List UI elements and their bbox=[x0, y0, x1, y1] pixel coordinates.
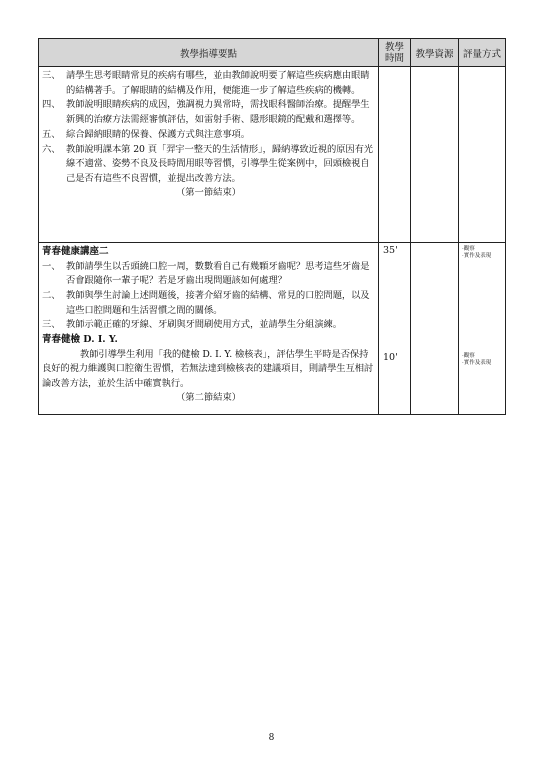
header-resources: 教學資源 bbox=[411, 39, 459, 67]
list-item: 五、 綜合歸納眼睛的保養、保護方式與注意事項。 bbox=[42, 128, 250, 140]
section1-time bbox=[379, 67, 411, 243]
section2-content bbox=[39, 243, 379, 415]
section1-end: （第一節結束） bbox=[175, 186, 242, 198]
page-number: 8 bbox=[268, 733, 275, 743]
header-guidance: 教學指導要點 bbox=[39, 39, 379, 67]
section1-resources bbox=[411, 67, 459, 243]
section3-title: 青春健檢 D. I. Y. bbox=[42, 334, 118, 346]
list-item: 二、 教師與學生討論上述問題後，接著介紹牙齒的結構、常見的口腔問題，以及這些口腔問題和生活習慣之間的關係。 bbox=[42, 289, 370, 316]
header-time: 教學 時間 bbox=[379, 39, 411, 67]
section3-assessment-list: ‧觀察 ‧實作及表現 bbox=[462, 353, 492, 366]
section2-title: 青春健康講座二 bbox=[42, 246, 109, 257]
section2-assessment-list: ‧觀察 ‧實作及表現 bbox=[462, 246, 492, 259]
list-item: 六、 教師說明課本第 20 頁「羿宇一整天的生活情形」，歸納導致近視的原因有光線不適當、姿勢不良及長時間用眼等習慣，引導學生從案例中，回頭檢視自己是否有這些不良習慣，並提出改善方法。 bbox=[42, 143, 373, 184]
list-item: 三、 請學生思考眼睛常見的疾病有哪些，並由教師說明要了解這些疾病應由眼睛的結構著手。了解眼睛的結構及作用，便能進一步了解這些疾病的機轉。 bbox=[42, 70, 370, 96]
list-item: 四、 教師說明眼睛疾病的成因，強調視力異常時，需找眼科醫師治療。提醒學生新興的治療方法需經審慎評估，如雷射手術、隱形眼鏡的配戴和選擇等。 bbox=[42, 99, 370, 126]
list-item: 一、 教師請學生以舌頭繞口腔一周，數數看自己有幾顆牙齒呢？思考這些牙齒是否會跟隨你一輩子呢？若是牙齒出現問題該如何處理？ bbox=[42, 260, 370, 287]
section3-time-value: 10' bbox=[383, 352, 398, 363]
section1-assessment bbox=[459, 67, 506, 243]
header-row bbox=[39, 39, 506, 67]
section2-time-value: 35' bbox=[383, 245, 398, 256]
section2-time bbox=[379, 243, 411, 415]
list-item: 三、 教師示範正確的牙線、牙刷與牙間刷使用方式，並請學生分組演練。 bbox=[42, 319, 342, 331]
section1-content bbox=[39, 67, 379, 243]
lesson-plan-table bbox=[38, 38, 506, 415]
section2-assessment bbox=[459, 243, 506, 415]
section2-resources bbox=[411, 243, 459, 415]
header-assessment: 評量方式 bbox=[459, 39, 506, 67]
section1-row bbox=[39, 67, 506, 243]
section3-paragraph: 教師引導學生利用「我的健檢 D. I. Y. 檢核表」，評估學生平時是否保持良好的視力維護與口腔衛生習慣，若無法達到檢核表的建議項目，則請學生互相討論改善方法，並於生活中確實執行。 bbox=[42, 348, 374, 389]
section3-end: （第二節結束） bbox=[175, 391, 242, 403]
section2-row bbox=[39, 243, 506, 415]
